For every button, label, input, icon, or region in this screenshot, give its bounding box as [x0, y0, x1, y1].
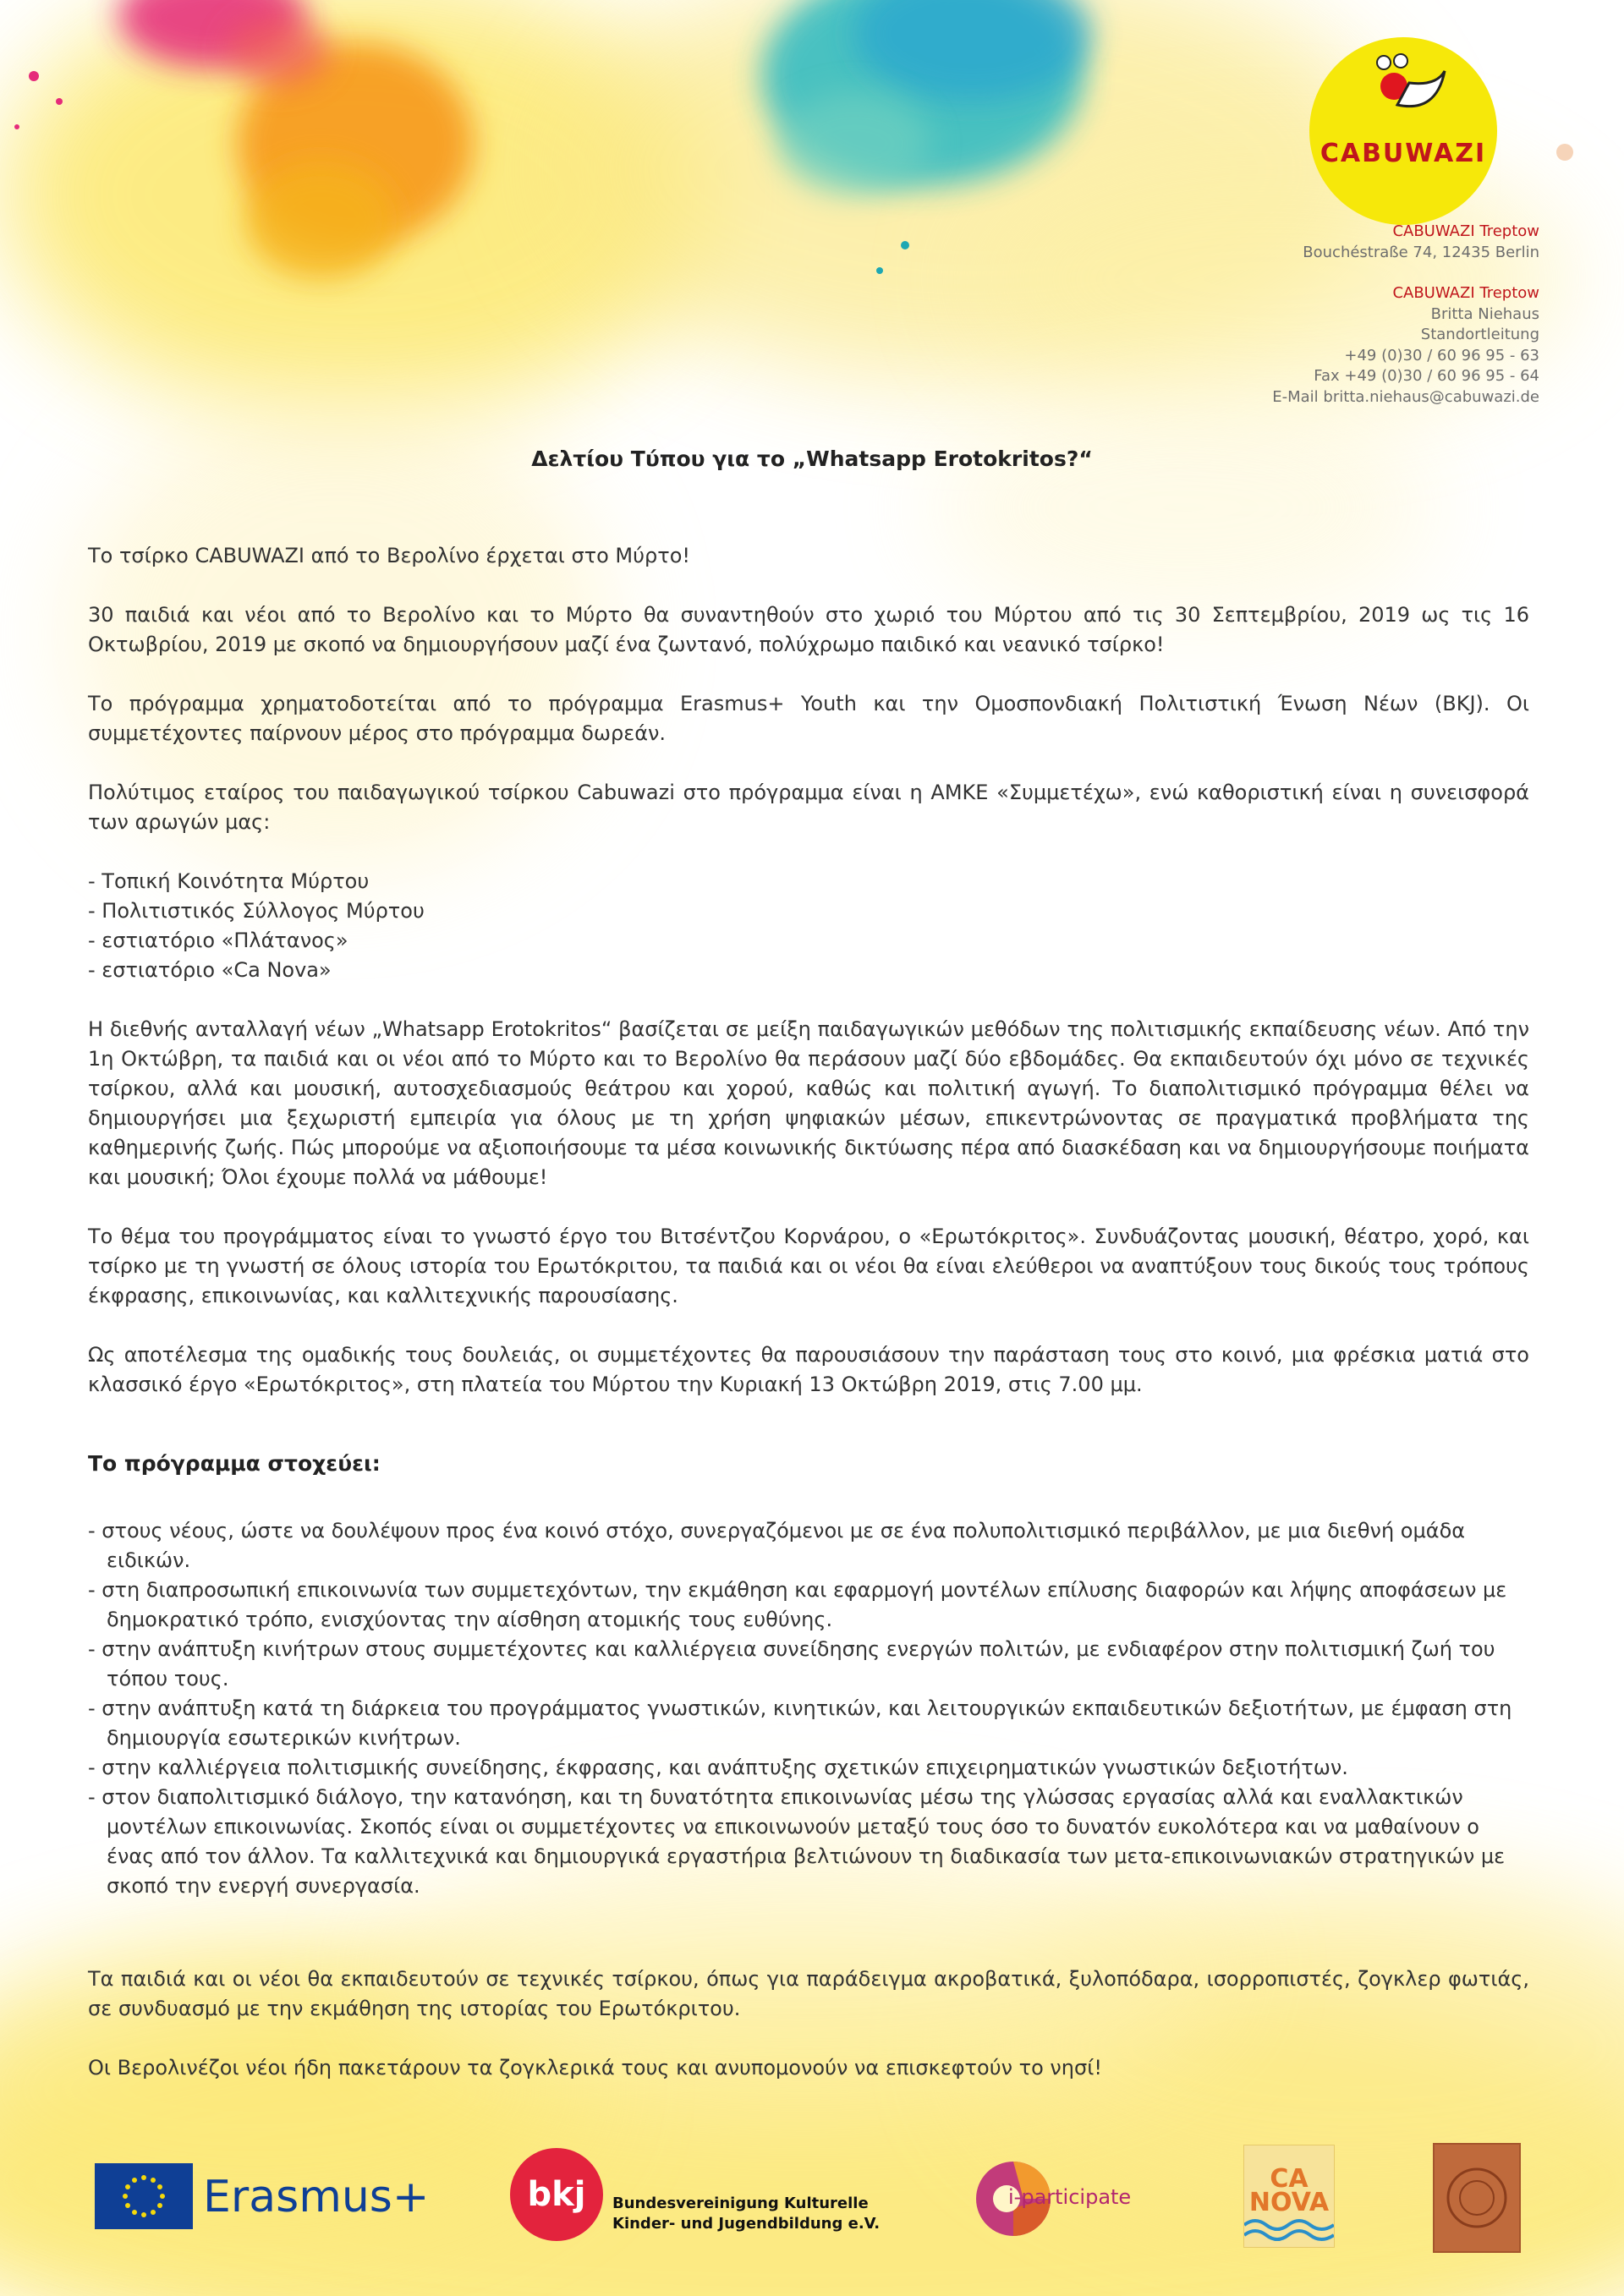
paragraph: Οι Βερολινέζοι νέοι ήδη πακετάρουν τα ζογκλερικά τους και ανυπομονούν να επισκεφτούν το νησί!: [88, 2056, 1102, 2080]
paragraph: Η διεθνής ανταλλαγή νέων „Whatsapp Erotokritos“ βασίζεται σε μείξη παιδαγωγικών μεθόδων της πολιτισμικής εκπαίδευσης νέων. Από την 1η Οκτώβρη, τα παιδιά και οι νέοι από το Μύρτο και το Βερολίνο θα περάσουν μαζί δύο εβδομάδες. Θα εκπαιδευτούν όχι μόνο σε τεχνικές τσίρκου, αλλά και μουσική, αυτοσχεδιασμούς θεάτρου και χορού, καθώς και πολιτική αγωγή. Το διαπολιτισμικό πρόγραμμα θέλει να δημιουργήσει μια ξεχωριστή εμπειρία για όλους με τη χρήση ψηφιακών μέσων, επικεντρώνοντας σε πραγματικά προβλήματα της καθημερινής ζωής. Πώς μπορούμε να αξιοποιήσουμε τα μέσα κοινωνικής δικτύωσης πέρα από διασκέδαση και να δημιουργήσουμε ποιήματα και μουσική; Όλοι έχουμε πολλά να μάθουμε!: [88, 1017, 1529, 1189]
list-item: - στην καλλιέργεια πολιτισμικής συνείδησης, έκφρασης, και ανάπτυξης σχετικών επιχειρηματικών γνωστικών δεξιοτήτων.: [88, 1756, 1348, 1779]
paragraph: Πολύτιμος εταίρος του παιδαγωγικού τσίρκου Cabuwazi στο πρόγραμμα είναι η ΑΜΚΕ «Συμμετέχω», ενώ καθοριστική είναι η συνεισφορά των αρωγών μας:: [88, 781, 1529, 834]
address-line: Standortleitung: [1420, 326, 1539, 343]
address-line: Fax +49 (0)30 / 60 96 95 - 64: [1314, 367, 1539, 385]
paragraph: Το πρόγραμμα χρηματοδοτείται από το πρόγραμμα Erasmus+ Youth και την Ομοσπονδιακή Πολιτιστική Ένωση Νέων (BKJ). Οι συμμετέχοντες παίρνουν μέρος στο πρόγραμμα δωρεάν.: [88, 692, 1529, 745]
list-item: - στον διαπολιτισμικό διάλογο, την κατανόηση, και τη δυνατότητα επικοινωνίας μέσω της γλώσσας εργασίας αλλά και εναλλακτικών μοντέλων επικοινωνίας. Σκοπός είναι οι συμμετέχοντες να επικοινωνούν μεταξύ τους όσο το δυνατόν ευκολότερα και να μαθαίνουν ο ένας από τον άλλον. Τα καλλιτεχνικά και δημιουργικά εργαστήρια βελτιώνουν τη διαδικασία των μετα-επικοινωνιακών στρατηγικών με σκοπό την ενεργή συνεργασία.: [88, 1785, 1506, 1898]
email-line: E-Mail britta.niehaus@cabuwazi.de: [1272, 387, 1539, 406]
canova-text-line: NOVA: [1248, 2188, 1330, 2217]
canova-text-line: CA: [1270, 2164, 1309, 2194]
spacer: [88, 1931, 1529, 1964]
bkj-name-line: Bundesvereinigung Kulturelle: [612, 2195, 869, 2212]
list-item: - στην ανάπτυξη κινήτρων στους συμμετέχοντες και καλλιέργεια συνείδησης ενεργών πολιτών, με ενδιαφέρον στην πολιτισμική ζωή του τόπου τους.: [88, 1637, 1495, 1690]
paragraph: Ως αποτέλεσμα της ομαδικής τους δουλειάς, οι συμμετέχοντες θα παρουσιάσουν την παράσταση τους στο κοινό, μια φρέσκια ματιά στο κλασσικό έργο «Ερωτόκριτος», στη πλατεία του Μύρτου την Κυριακή 13 Οκτώβρη 2019, στις 7.00 μμ.: [88, 1343, 1529, 1396]
cabuwazi-logo: [1309, 37, 1497, 225]
eu-flag-logo: [95, 2163, 193, 2229]
list-item: - στην ανάπτυξη κατά τη διάρκεια του προγράμματος γνωστικών, κινητικών, και λειτουργικών εκπαιδευτικών δεξιοτήτων, με έμφαση στη δημιουργία εσωτερικών κινήτρων.: [88, 1696, 1512, 1750]
bkj-name-line: Kinder- und Jugendbildung e.V.: [612, 2215, 881, 2233]
paragraph: Τα παιδιά και οι νέοι θα εκπαιδευτούν σε τεχνικές τσίρκου, όπως για παράδειγμα ακροβατικά, ξυλοπόδαρα, ισορροπιστές, ζογκλερ φωτιάς, σε συνδυασμό με την εκμάθηση της ιστορίας του Ερωτόκριτου.: [88, 1967, 1529, 2020]
list-item: - Πολιτιστικός Σύλλογος Μύρτου: [88, 899, 425, 923]
canova-logo: [1243, 2145, 1335, 2248]
address-spacer: [1184, 263, 1539, 283]
i-participate-logo-text: i-participate: [1008, 2185, 1132, 2209]
canova-waves-icon: [1244, 2217, 1334, 2242]
document-title: Δελτίου Τύπου για το „Whatsapp Erotokritos?“: [531, 447, 1093, 471]
bkj-name: [612, 2194, 880, 2234]
platanos-stamp-logo: [1433, 2143, 1521, 2253]
address-block: [1184, 222, 1539, 408]
list-item: - Τοπική Κοινότητα Μύρτου: [88, 869, 370, 893]
eu-stars-icon: [95, 2163, 193, 2229]
list-item: - εστιατόριο «Πλάτανος»: [88, 929, 348, 952]
document-body: [88, 541, 1529, 2112]
clown-face-icon: [1309, 37, 1497, 225]
address-line: CABUWAZI Treptow: [1392, 284, 1539, 302]
goals-list: [88, 1516, 1529, 1901]
paragraph: Το τσίρκο CABUWAZI από το Βερολίνο έρχεται στο Μύρτο!: [88, 544, 690, 567]
logo-text: CABUWAZI: [1320, 139, 1487, 168]
paragraph: Το θέμα του προγράμματος είναι το γνωστό έργο του Βιτσέντζου Κορνάρου, ο «Ερωτόκριτος». Συνδυάζοντας μουσική, θέατρο, χορό, και τσίρκο με τη γνωστή σε όλους ιστορία του Ερωτόκριτου, τα παιδιά και οι νέοι θα είναι ελεύθεροι να αναπτύξουν τους δικούς τους τρόπους έκφρασης, επικοινωνίας, και καλλιτεχνικής παρουσίασης.: [88, 1225, 1529, 1307]
list-item: - στη διαπροσωπική επικοινωνία των συμμετεχόντων, την εκμάθηση και εφαρμογή μοντέλων επίλυσης διαφορών και λήψης αποφάσεων με δημοκρατικό τρόπο, ενισχύοντας την αίσθηση ατομικής τους ευθύνης.: [88, 1578, 1507, 1631]
goals-heading: Το πρόγραμμα στοχεύει:: [88, 1451, 381, 1476]
canova-text: [1244, 2164, 1334, 2217]
bkj-logo: [510, 2148, 603, 2241]
erasmus-logo-text: Erasmus+: [203, 2172, 430, 2222]
list-item: - στους νέους, ώστε να δουλέψουν προς ένα κοινό στόχο, συνεργαζόμενοι με σε ένα πολυπολιτισμικό περιβάλλον, με μια διεθνή ομάδα ειδικών.: [88, 1519, 1466, 1572]
address-line: CABUWAZI Treptow: [1392, 222, 1539, 240]
bkj-mark: bkj: [527, 2175, 586, 2214]
stamp-emblem-icon: [1435, 2145, 1519, 2251]
address-line: Bouchéstraße 74, 12435 Berlin: [1303, 243, 1539, 261]
list-item: - εστιατόριο «Ca Nova»: [88, 958, 332, 982]
address-line: Britta Niehaus: [1430, 304, 1539, 323]
address-line: +49 (0)30 / 60 96 95 - 63: [1344, 346, 1539, 364]
supporters-list: [88, 867, 1529, 985]
paragraph: 30 παιδιά και νέοι από το Βερολίνο και το Μύρτο θα συναντηθούν στο χωριό του Μύρτου από τις 30 Σεπτεμβρίου, 2019 ως τις 16 Οκτωβρίου, 2019 με σκοπό να δημιουργήσουν μαζί ένα ζωντανό, πολύχρωμο παιδικό και νεανικό τσίρκο!: [88, 603, 1529, 656]
